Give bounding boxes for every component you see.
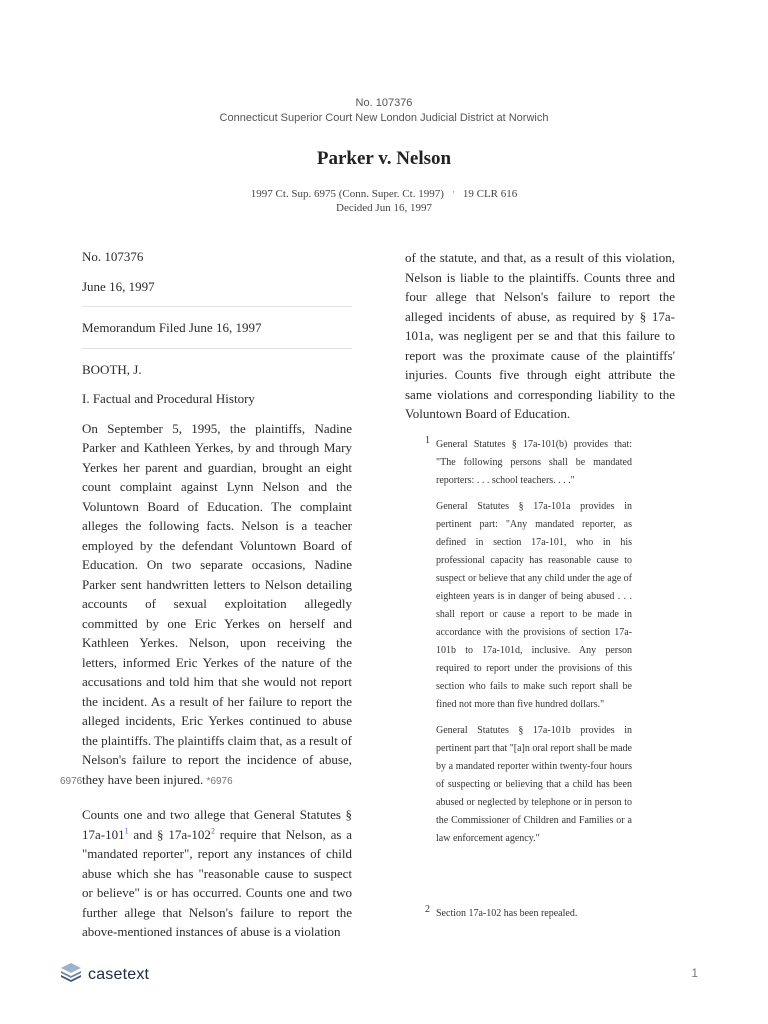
page-number: 1 — [691, 966, 698, 980]
citations — [0, 185, 768, 201]
footnote-1-text-b: General Statutes § 17a-101a provides in pertinent part: "Any mandated reporter, as defined in section 17a-101, who in his professional capacity has reasonable cause to suspect or believe that any child under the age of eighteen years is in danger of being abused . . . shall report or cause a report to be made in accordance with the provisions of section 17a-101b to 17a-101d, inclusive. Any person required to report under the provisions of this section who fails to make such report shall be fined not more than five hundred dollars." — [436, 501, 632, 710]
divider — [82, 348, 352, 349]
footnote-ref-1[interactable]: 1 — [124, 826, 129, 836]
footnote-2-text: Section 17a-102 has been repealed. — [436, 908, 578, 919]
meta-docket: No. 107376 — [82, 249, 144, 264]
citation-separator: · — [451, 187, 455, 197]
paragraph-facts: On September 5, 1995, the plaintiffs, Nadine Parker and Kathleen Yerkes, by and through Mary Yerkes her parent and guardian, brought an eight count complaint against Lynn Nelson and the Voluntown Board of Education. The complaint alleges the following facts. Nelson is a teacher employed by the defendant Voluntown Board of Education. On two separate occasions, Nadine Parker sent handwritten letters to Nelson detailing accounts of sexual exploitation allegedly committed by one Eric Yerkes on herself and Kathleen Yerkes. Nelson, upon receiving the letters, informed Eric Yerkes of the nature of the accusations and told him that she would not report the incident. As a result of her failure to report the alleged incidents, Eric Yerkes continued to abuse the plaintiffs. The plaintiffs claim that, as a result of Nelson's failure to report the incidence of abuse, they have been injured. *6976 6976 — [82, 419, 352, 792]
casetext-logo-icon — [60, 962, 82, 987]
page-pin-inline: *6976 — [206, 775, 233, 787]
divider — [82, 306, 352, 307]
casetext-logo-text: casetext — [88, 965, 150, 983]
left-column — [60, 247, 353, 942]
footnote-number-1: 1 — [425, 435, 430, 446]
right-column — [405, 248, 675, 424]
judge-name: BOOTH, J. — [82, 361, 142, 377]
meta-date: June 16, 1997 — [82, 278, 155, 294]
page-pin-margin: 6976 — [60, 775, 83, 787]
court-name: Connecticut Superior Court New London Judicial District at Norwich — [219, 112, 549, 124]
memorandum-filed: Memorandum Filed June 16, 1997 — [82, 320, 262, 335]
document-header — [0, 96, 768, 215]
citation-secondary[interactable]: 19 CLR 616 — [462, 188, 518, 200]
footnote-1-text-a: General Statutes § 17a-101(b) provides that: "The following persons shall be mandated reporters: . . . school teachers. . . ." — [436, 439, 632, 486]
case-title: Parker v. Nelson — [316, 148, 452, 169]
citation-primary[interactable]: 1997 Ct. Sup. 6975 (Conn. Super. Ct. 1997) — [250, 188, 444, 200]
section-heading: I. Factual and Procedural History — [82, 391, 255, 406]
footnote-1 — [425, 435, 632, 848]
paragraph-counts: Counts one and two allege that General Statutes § $17a-101^1$ and § $17a-102^2$ require that Nelson, as a "mandated reporter", report any instances of child abuse which she has "reasonable cause to suspect or believe" is or has occurred. Counts one and two further allege that Nelson's failure to report the above-mentioned instances of abuse is a violation — [82, 807, 353, 939]
paragraph-counts-continued: of the statute, and that, as a result of this violation, Nelson is liable to the plaintiffs. Counts three and four allege that Nelson's failure to report the alleged incidents of abuse, as required by § 17a-101a, was negligent per se and that this failure to report was the proximate cause of the plaintiffs' injuries. Counts five through eight attribute the same violations and corresponding liability to the Voluntown Board of Education. — [405, 250, 675, 421]
docket-number: No. 107376 — [355, 97, 413, 109]
footnote-1-text-c: General Statutes § 17a-101b provides in pertinent part that "[a]n oral report shall be made by a mandated reporter within twenty-four hours of suspecting or believing that a child has been abused or neglected by telephone or in person to the Commissioner of Children and Families or a law enforcement agency." — [436, 725, 632, 844]
footnote-ref-2[interactable]: 2 — [210, 826, 215, 836]
decided-date: Decided Jun 16, 1997 — [336, 202, 432, 214]
footnote-number-2: 2 — [425, 904, 430, 915]
casetext-logo[interactable] — [60, 962, 149, 987]
footnote-2 — [425, 904, 632, 923]
